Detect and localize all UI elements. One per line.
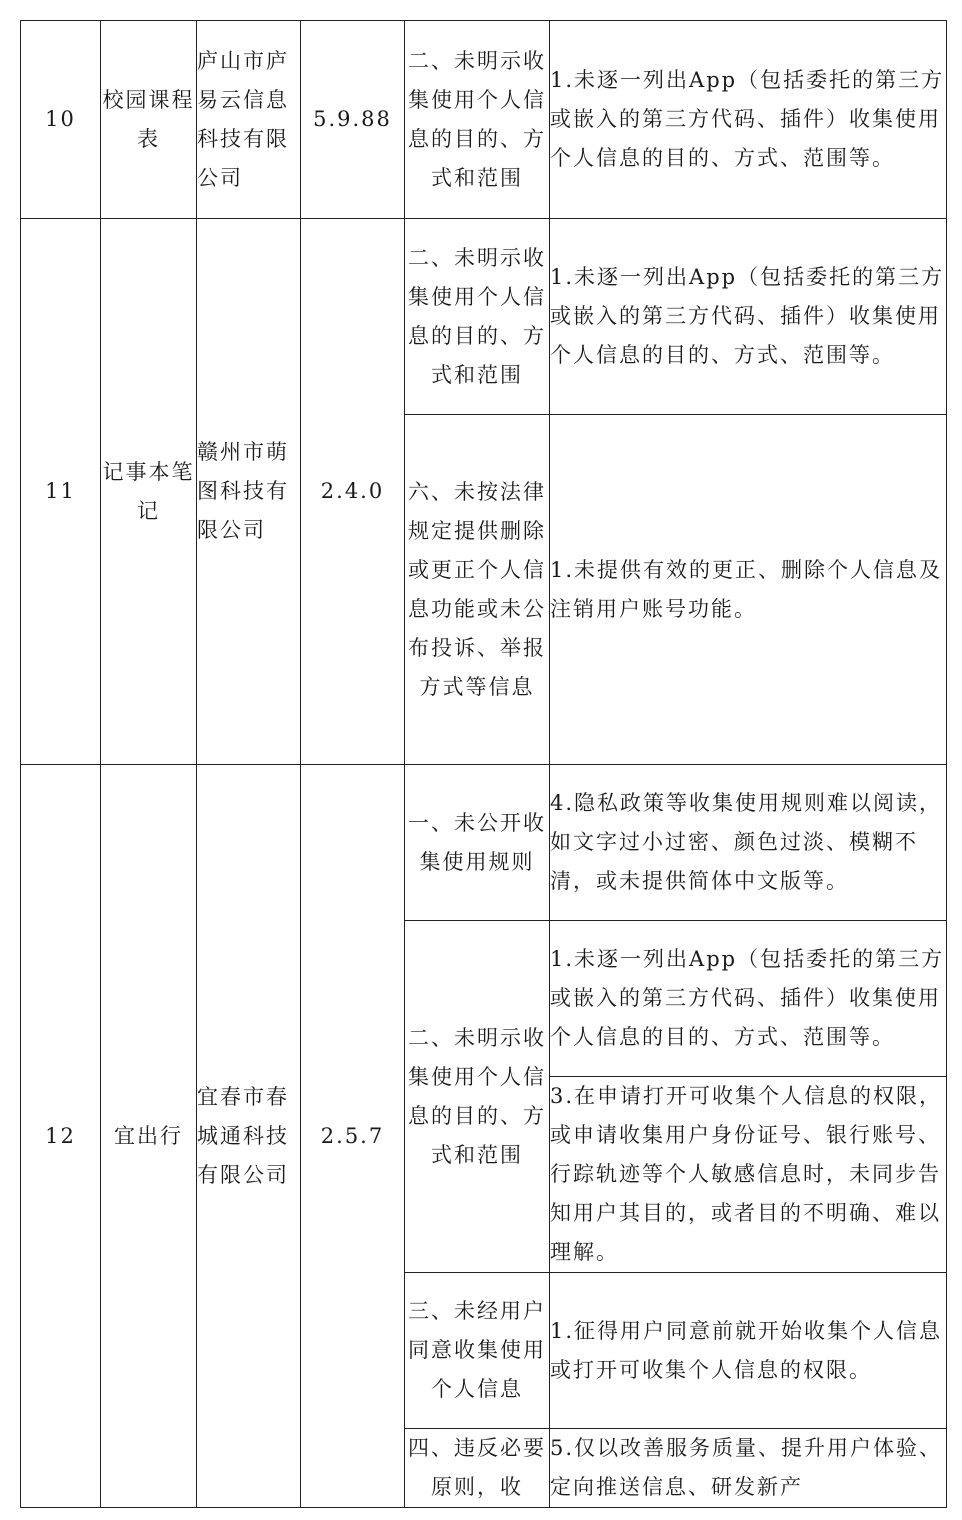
row-number: 10: [21, 21, 101, 219]
issue-category: 二、未明示收集使用个人信息的目的、方式和范围: [405, 219, 550, 415]
issue-category: 一、未公开收集使用规则: [405, 765, 550, 921]
app-name: 记事本笔记: [101, 219, 197, 765]
issue-category: 二、未明示收集使用个人信息的目的、方式和范围: [405, 21, 550, 219]
issue-category: 六、未按法律规定提供删除或更正个人信息功能或未公布投诉、举报方式等信息: [405, 415, 550, 765]
app-violation-table: [20, 20, 947, 1508]
issue-category: 三、未经用户同意收集使用个人信息: [405, 1273, 550, 1429]
row-number: 11: [21, 219, 101, 765]
table-row: [21, 21, 947, 219]
app-name: 校园课程表: [101, 21, 197, 219]
issue-detail: 1.未逐一列出App（包括委托的第三方或嵌入的第三方代码、插件）收集使用个人信息的目的、方式、范围等。: [550, 921, 947, 1077]
app-name: 宜出行: [101, 765, 197, 1508]
issue-detail: 5.仅以改善服务质量、提升用户体验、定向推送信息、研发新产: [550, 1429, 947, 1508]
app-version: 2.5.7: [301, 765, 405, 1508]
developer-name: 庐山市庐易云信息科技有限公司: [197, 21, 301, 219]
table-row: [21, 219, 947, 415]
issue-category: 四、违反必要原则，收: [405, 1429, 550, 1508]
app-version: 5.9.88: [301, 21, 405, 219]
issue-category: 二、未明示收集使用个人信息的目的、方式和范围: [405, 921, 550, 1273]
issue-detail: 1.未逐一列出App（包括委托的第三方或嵌入的第三方代码、插件）收集使用个人信息的目的、方式、范围等。: [550, 21, 947, 219]
issue-detail: 4.隐私政策等收集使用规则难以阅读，如文字过小过密、颜色过淡、模糊不清，或未提供简体中文版等。: [550, 765, 947, 921]
issue-detail: 3.在申请打开可收集个人信息的权限，或申请收集用户身份证号、银行账号、行踪轨迹等个人敏感信息时，未同步告知用户其目的，或者目的不明确、难以理解。: [550, 1077, 947, 1273]
row-number: 12: [21, 765, 101, 1508]
table-row: [21, 765, 947, 921]
issue-detail: 1.征得用户同意前就开始收集个人信息或打开可收集个人信息的权限。: [550, 1273, 947, 1429]
issue-detail: 1.未提供有效的更正、删除个人信息及注销用户账号功能。: [550, 415, 947, 765]
developer-name: 宜春市春城通科技有限公司: [197, 765, 301, 1508]
issue-detail: 1.未逐一列出App（包括委托的第三方或嵌入的第三方代码、插件）收集使用个人信息的目的、方式、范围等。: [550, 219, 947, 415]
app-version: 2.4.0: [301, 219, 405, 765]
developer-name: 赣州市萌图科技有限公司: [197, 219, 301, 765]
